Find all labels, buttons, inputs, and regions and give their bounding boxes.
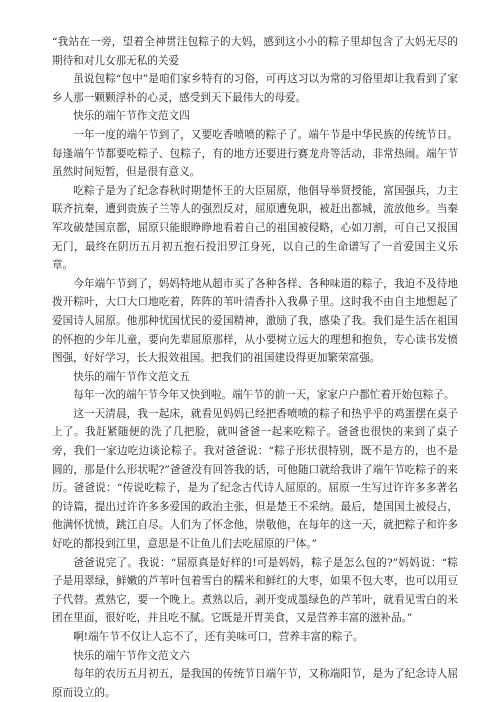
paragraph-8: 爸爸说完了。我说：“屈原真是好样的!可是妈妈，粽子是怎么包的?”妈妈说：“粽子是用翠绿，鲜嫩的芦苇叶包着雪白的糯米和鲜红的大枣，如果不包大枣，也可以用豆子代替。煮熟它，要一个晚上。煮熟以后，剥开变成墨绿色的芦苇叶，就看见雪白的米团在里面，很好吃，并且吃不腻。它既是开胃美食，又是营养丰富的滋补品。” xyxy=(52,556,458,625)
document-body xyxy=(52,33,458,702)
section-heading-6: 快乐的端午节作文范文六 xyxy=(73,649,190,662)
paragraph-2: 虽说包粽“包中”是咱们家乡特有的习俗，可再这习以为常的习俗里却让我看到了家乡人那一颗颗浮朴的心灵，感受到天下最伟大的母爱。 xyxy=(52,73,458,104)
paragraph-7: 这一天清晨，我一起床，就看见妈妈已经把香喷喷的粽子和热乎乎的鸡蛋摆在桌子上了。我赶紧随便的洗了几把脸，就叫爸爸一起来吃粽子。爸爸也很快的来到了桌子旁，我们一家边吃边谈论粽子。我对爸爸说：“粽子形状很特别，既不是方的，也不是圆的，那是什么形状呢?”爸爸没有回答我的话，可他随口就给我讲了端午节吃粽子的来历。爸爸说：“传说吃粽子，是为了纪念古代诗人屈原的。屈原一生写过许许多多著名的诗篇，提出过许许多多爱国的政治主张，但是楚王不采纳。最后，楚国国土被侵占，他满怀忧愤，跳江自尽。人们为了怀念他，崇敬他，在每年的这一天，就把粽子和许多好吃的都投到江里，意思是不让鱼儿们去吃屈原的尸体。” xyxy=(52,407,458,551)
paragraph-5: 今年端午节到了，妈妈特地从超市买了各种各样、各种味道的粽子，我迫不及待地拨开粽叶，大口大口地吃着，阵阵的苇叶清香扑入我鼻子里。这时我不由自主地想起了爱国诗人屈原。他那种忧国忧民的爱国精神，激励了我，感染了我。我们是生活在祖国的怀抱的少年儿童，要向先辈屈原那样，从小要树立远大的理想和抱负，专心读书发愤图强，好好学习，长大报效祖国。把我们的祖国建设得更加繁荣富强。 xyxy=(52,277,458,365)
paragraph-1: “我站在一旁，望着全神贯注包粽子的大妈，感到这小小的粽子里却包含了大妈无尽的期待和对儿女那无私的关爱 xyxy=(52,36,458,67)
section-heading-4: 快乐的端午节作文范文四 xyxy=(73,110,190,123)
section-heading-5: 快乐的端午节作文范文五 xyxy=(73,370,190,383)
paragraph-6: 每年一次的端午节今年又快到啦。端午节的前一天，家家户户都忙着开始包粽子。 xyxy=(73,389,455,402)
paragraph-3: 一年一度的端午节到了，又要吃香喷喷的粽子了。端午节是中华民族的传统节日。每逢端午节都要吃粽子、包粽子，有的地方还要进行赛龙舟等活动，非常热闹。端午节虽然时间短暂，但是很有意义。 xyxy=(52,128,458,179)
paragraph-4: 吃粽子是为了纪念春秋时期楚怀王的大臣屈原，他倡导举贤授能，富国强兵，力主联齐抗秦，遭到贵族子兰等人的强烈反对，屈原遭免职，被赶出都城，流放他乡。当秦军攻破楚国京都，屈原只能眼睁睁地看着自己的祖国被侵略，心如刀割，可自己又报国无门，最终在阴历五月初五抱石投汨罗江身死，以自己的生命谱写了一首爱国主义乐章。 xyxy=(52,184,458,272)
paragraph-10: 每年的农历五月初五，是我国的传统节日端午节，又称端阳节，是为了纪念诗人屈原而设立的。 xyxy=(52,668,458,699)
paragraph-9: 啊!端午节不仅让人忘不了，还有美味可口，营养丰富的粽子。 xyxy=(73,631,364,643)
